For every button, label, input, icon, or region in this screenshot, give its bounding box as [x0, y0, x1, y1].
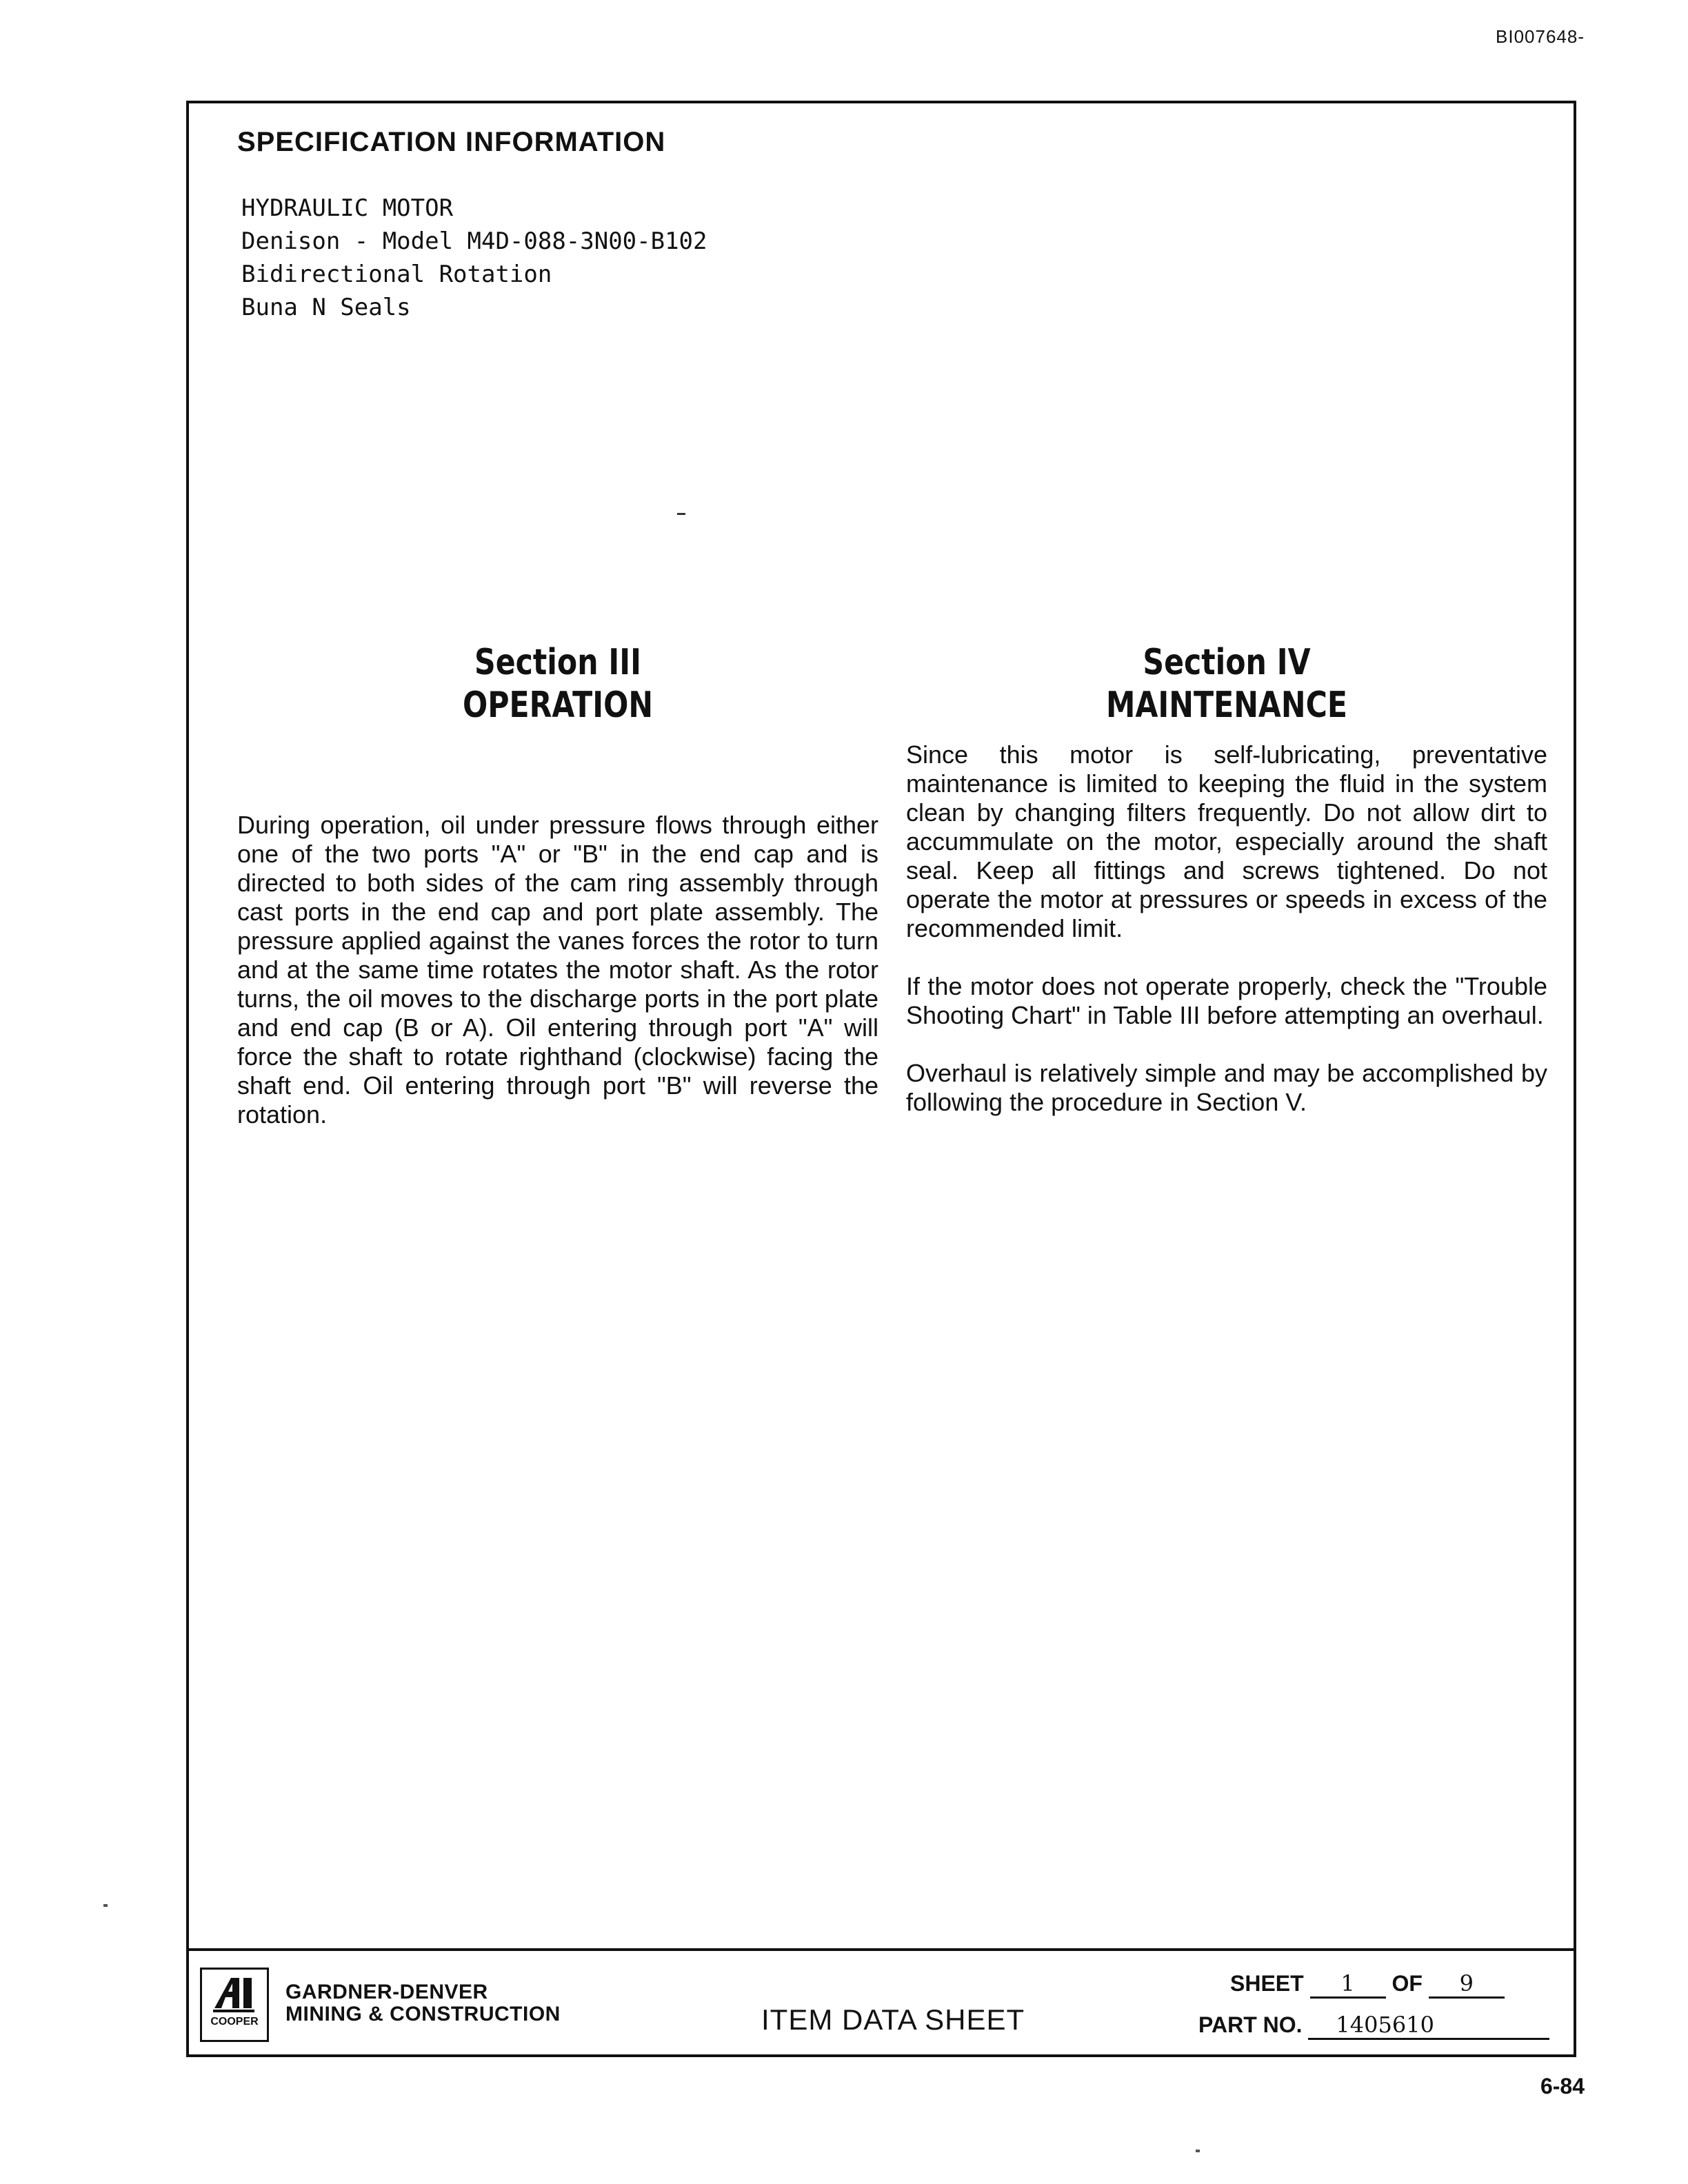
company-logo [200, 1968, 269, 2042]
spec-line: Bidirectional Rotation [241, 261, 552, 288]
logo-text: COOPER [210, 2016, 259, 2028]
sheet-value: 1 [1310, 1970, 1386, 1999]
document-id: BI007648- [1496, 26, 1585, 47]
item-data-sheet-title: ITEM DATA SHEET [761, 2003, 1025, 2036]
section-paragraph: Overhaul is relatively simple and may be accomplished by following the procedure in Section V. [906, 1059, 1547, 1116]
part-label: PART NO. [1198, 2012, 1303, 2037]
section-heading: Section III [474, 642, 642, 683]
cooper-logo-icon [210, 1974, 259, 2015]
sheet-total: 9 [1429, 1970, 1505, 1999]
title-block [189, 1948, 1574, 2054]
section-paragraph: During operation, oil under pressure flows through either one of the two ports "A" or "B" in the end cap and is directed to both sides of the cam ring assembly through cast ports in the end cap and port plate assembly. The pressure applied against the vanes forces the rotor to turn and at the same time rotates the motor shaft. As the rotor turns, the oil moves to the discharge ports in the port plate and end cap (B or A). Oil entering through port "A" will force the shaft to rotate righthand (clockwise) facing the shaft end. Oil entering through port "B" will reverse the rotation. [237, 811, 878, 1129]
spec-title: SPECIFICATION INFORMATION [237, 127, 666, 157]
section-subheading: MAINTENANCE [1105, 685, 1347, 726]
spec-lines [241, 192, 707, 324]
of-label: OF [1391, 1971, 1423, 1996]
page-code: 6-84 [1540, 2074, 1585, 2099]
company-name [285, 1981, 561, 2025]
spec-line: HYDRAULIC MOTOR [241, 194, 454, 222]
stray-mark [103, 1904, 108, 1907]
section-operation [237, 641, 878, 1129]
part-number [1198, 2012, 1549, 2040]
section-heading: Section IV [1143, 642, 1311, 683]
section-paragraph: If the motor does not operate properly, check the "Trouble Shooting Chart" in Table III before attempting an overhaul. [906, 972, 1547, 1029]
stray-mark [677, 513, 685, 515]
company-line: MINING & CONSTRUCTION [285, 2003, 561, 2025]
company-line: GARDNER-DENVER [285, 1981, 488, 2003]
spec-line: Denison - Model M4D-088-3N00-B102 [241, 228, 707, 255]
part-value: 1405610 [1308, 2012, 1549, 2040]
section-paragraph: Since this motor is self-lubricating, preventative maintenance is limited to keeping the fluid in the system clean by changing filters frequently. Do not allow dirt to accummulate on the motor, especially around the shaft seal. Keep all fittings and screws tightened. Do not operate the motor at pressures or speeds in excess of the recommended limit. [906, 740, 1547, 942]
section-maintenance [906, 641, 1547, 1117]
section-subheading: OPERATION [462, 685, 654, 726]
spec-line: Buna N Seals [241, 294, 411, 321]
sheet-label: SHEET [1230, 1971, 1304, 1996]
sheet-number [1230, 1970, 1505, 1999]
stray-mark [1196, 2150, 1200, 2152]
document-frame [186, 101, 1576, 2057]
